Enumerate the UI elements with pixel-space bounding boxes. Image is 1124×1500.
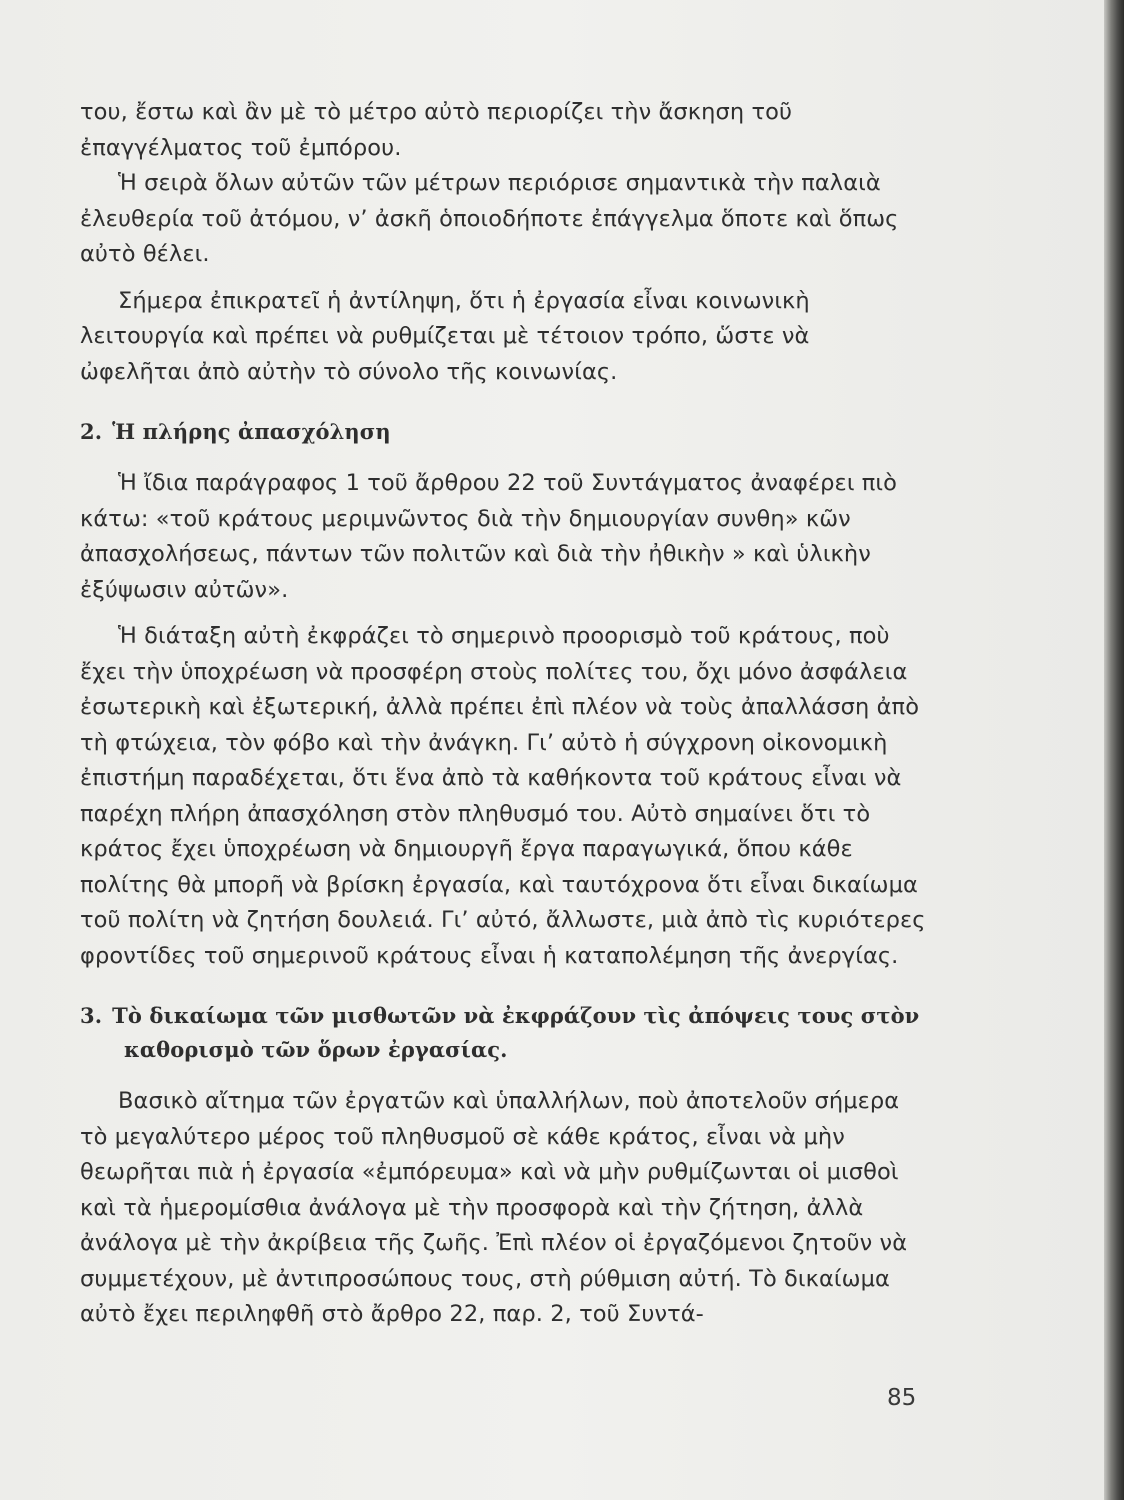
page-number: 85 [887,1385,917,1411]
section-title-3: Τὸ δικαίωμα τῶν μισθωτῶν νὰ ἐκφράζουν τὶς ἀπόψεις τους στὸν καθορισμὸ τῶν ὅρων ἐργασίας. [112,1003,920,1062]
paragraph-6: Βασικὸ αἴτημα τῶν ἐργατῶν καὶ ὑπαλλήλων, ποὺ ἀποτελοῦν σήμερα τὸ μεγαλύτερο μέρος τοῦ πληθυσμοῦ σὲ κάθε κράτος, εἶναι νὰ μὴν θεωρῆται πιὰ ἡ ἐργασία «ἐμπόρευμα» καὶ νὰ μὴν ρυθμίζωνται οἱ μισθοὶ καὶ τὰ ἡμερομίσθια ἀνάλογα μὲ τὴν προσφορὰ καὶ τὴν ζήτηση, ἀλλὰ ἀνάλογα μὲ τὴν ἀκρίβεια τῆς ζωῆς. Ἐπὶ πλέον οἱ ἐργαζόμενοι ζητοῦν νὰ συμμετέχουν, μὲ ἀντιπροσώπους τους, στὴ ρύθμιση αὐτή. Τὸ δικαίωμα αὐτὸ ἔχει περιληφθῆ στὸ ἄρθρο 22, παρ. 2, τοῦ Συντά- [80,1088,908,1327]
section-heading-3 [80,999,926,1067]
book-spine-edge [1104,0,1124,1500]
section-title-2: Ἡ πλήρης ἀπασχόληση [112,419,391,444]
section-heading-2 [80,415,926,449]
paragraph-gap [80,273,926,284]
page-body [80,95,926,1333]
section-number-2: 2. [80,419,103,444]
paragraph-3: Σήμερα ἐπικρατεῖ ἡ ἀντίληψη, ὅτι ἡ ἐργασία εἶναι κοινωνικὴ λειτουργία καὶ πρέπει νὰ ρυθμίζεται μὲ τέτοιον τρόπο, ὥστε νὰ ὠφελῆται ἀπὸ αὐτὴν τὸ σύνολο τῆς κοινωνίας. [80,287,810,385]
paragraph-5: Ἡ διάταξη αὐτὴ ἐκφράζει τὸ σημερινὸ προορισμὸ τοῦ κράτους, ποὺ ἔχει τὴν ὑποχρέωση νὰ προσφέρη στοὺς πολίτες του, ὄχι μόνο ἀσφάλεια ἐσωτερικὴ καὶ ἐξωτερική, ἀλλὰ πρέπει ἐπὶ πλέον νὰ τοὺς ἀπαλλάσση ἀπὸ τὴ φτώχεια, τὸν φόβο καὶ τὴν ἀνάγκη. Γι’ αὐτὸ ἡ σύγχρονη οἰκονομικὴ ἐπιστήμη παραδέχεται, ὅτι ἕνα ἀπὸ τὰ καθήκοντα τοῦ κράτους εἶναι νὰ παρέχη πλήρη ἀπασχόληση στὸν πληθυσμό του. Αὐτὸ σημαίνει ὅτι τὸ κράτος ἔχει ὑποχρέωση νὰ δημιουργῆ ἔργα παραγωγικά, ὅπου κάθε πολίτης θὰ μπορῆ νὰ βρίσκη ἐργασία, καὶ ταυτόχρονα ὅτι εἶναι δικαίωμα τοῦ πολίτη νὰ ζητήση δουλειά. Γι’ αὐτό, ἄλλωστε, μιὰ ἀπὸ τὶς κυριότερες φροντίδες τοῦ σημερινοῦ κράτους εἶναι ἡ καταπολέμηση τῆς ἀνεργίας. [80,623,926,969]
paragraph-gap [80,608,926,619]
paragraph-2: Ἡ σειρὰ ὅλων αὐτῶν τῶν μέτρων περιόρισε σημαντικὰ τὴν παλαιὰ ἐλευθερία τοῦ ἀτόμου, ν’ ἀσκῆ ὁποιοδήποτε ἐπάγγελμα ὅποτε καὶ ὅπως αὐτὸ θέλει. [80,170,899,267]
paragraph-4: Ἡ ἴδια παράγραφος 1 τοῦ ἄρθρου 22 τοῦ Συντάγματος ἀναφέρει πιὸ κάτω: «τοῦ κράτους μεριμνῶντος διὰ τὴν δημιουργίαν συνθη» κῶν ἀπασχολήσεως, πάντων τῶν πολιτῶν καὶ διὰ τὴν ἠθικὴν » καὶ ὑλικὴν ἐξύψωσιν αὐτῶν». [80,470,898,603]
section-number-3: 3. [80,1003,103,1028]
paragraph-1: του, ἔστω καὶ ἂν μὲ τὸ μέτρο αὐτὸ περιορίζει τὴν ἄσκηση τοῦ ἐπαγγέλματος τοῦ ἐμπόρου. [80,99,793,161]
